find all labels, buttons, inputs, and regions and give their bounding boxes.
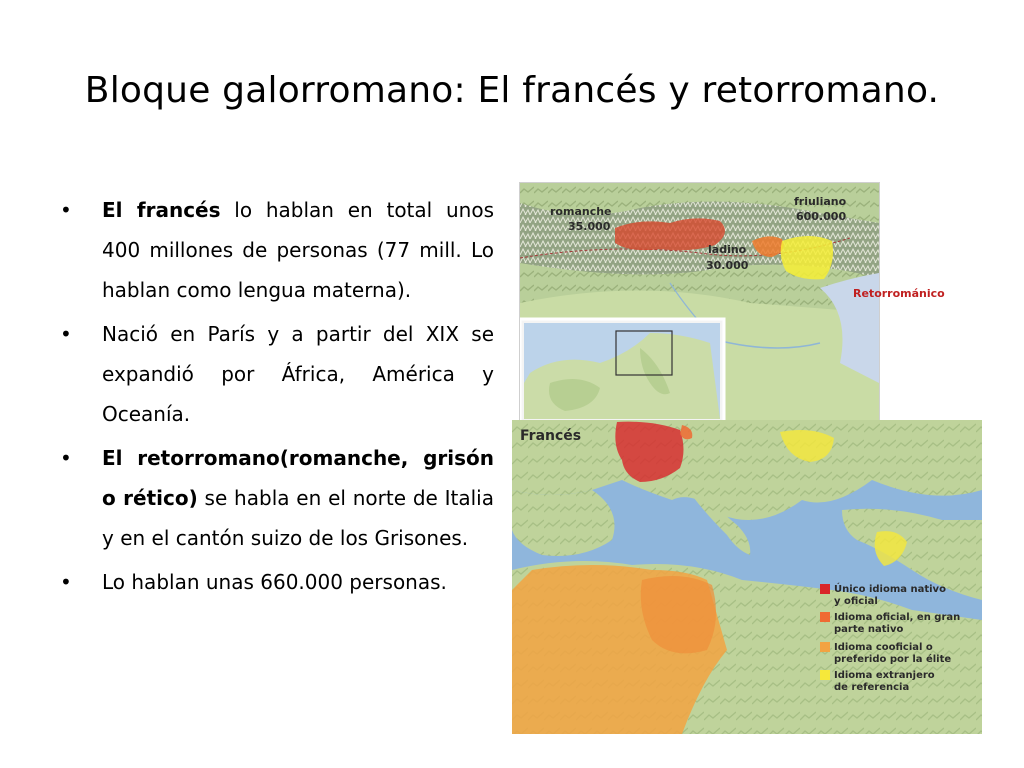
bullet-item (60, 562, 494, 602)
retorromanico-map-svg (520, 183, 879, 423)
legend-item-2-line-1: Idioma oficial, en gran (834, 612, 961, 623)
legend-swatch-light-orange (820, 642, 830, 652)
legend-swatch-orange (820, 612, 830, 622)
label-romanche: romanche (550, 205, 612, 218)
legend-item-4-line-2: de referencia (834, 682, 910, 693)
bullet-item (60, 314, 494, 434)
legend-swatch-yellow (820, 670, 830, 680)
bullet-dot: • (60, 446, 72, 470)
bullet-text: Lo hablan unas 660.000 personas. (102, 570, 447, 594)
legend-swatch-red (820, 584, 830, 594)
bullet-text: Nació en París y a partir del XIX se expandió por África, América y Oceanía. (102, 322, 494, 426)
frances-map (512, 420, 982, 734)
bullet-dot: • (60, 198, 72, 222)
legend-item-2-line-2: parte nativo (834, 624, 904, 635)
bullet-bold-text: El retorromano(romanche, grisón o rético) (102, 446, 494, 510)
slide-title: Bloque galorromano: El francés y retorromano. (84, 70, 940, 111)
legend-item-1-line-2: y oficial (834, 596, 878, 607)
legend-item-3-line-2: preferido por la élite (834, 654, 952, 665)
bullet-item (60, 190, 494, 310)
bullet-item (60, 438, 494, 558)
bullet-list (60, 190, 494, 606)
legend-item-4-line-1: Idioma extranjero (834, 670, 935, 681)
retorromanico-map (519, 182, 880, 424)
legend-item-1-line-1: Único idioma nativo (834, 584, 946, 595)
label-friuliano: friuliano (794, 195, 847, 208)
label-romanche-count: 35.000 (568, 220, 611, 233)
bullet-text: lo hablan en total unos 400 millones de personas (77 mill. Lo hablan como lengua materna). (102, 198, 494, 302)
retorromanico-caption: Retorrománico (853, 287, 945, 300)
bullet-dot: • (60, 322, 72, 346)
label-ladino: ladino (708, 243, 747, 256)
label-ladino-count: 30.000 (706, 259, 749, 272)
frances-map-svg (512, 420, 982, 734)
bullet-bold-text: El francés (102, 198, 221, 222)
bullet-text: se habla en el norte de Italia y en el cantón suizo de los Grisones. (102, 486, 494, 550)
label-friuliano-count: 600.000 (796, 210, 847, 223)
legend-item-3-line-1: Idioma cooficial o (834, 642, 933, 653)
bullet-dot: • (60, 570, 72, 594)
frances-map-title: Francés (520, 428, 582, 444)
